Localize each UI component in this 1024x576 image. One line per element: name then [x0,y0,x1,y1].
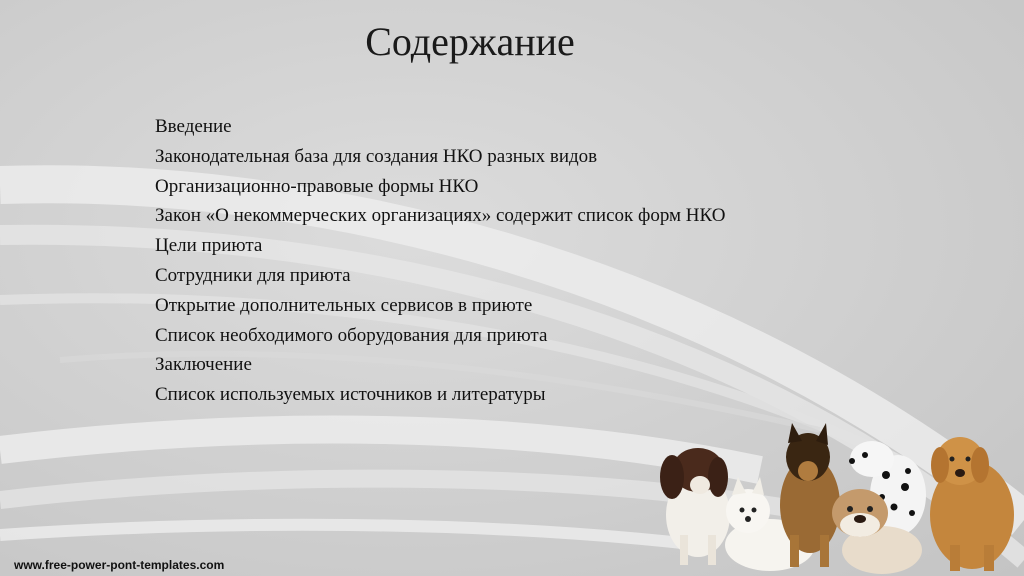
spaniel-dog-illustration [660,448,730,565]
toc-item-sources: Список используемых источников и литературы [155,384,546,406]
dogs-group-image [650,415,1024,576]
table-of-contents [155,112,725,410]
toc-item-legal-forms: Организационно-правовые формы НКО [155,175,479,197]
slide-title: Содержание [365,19,575,64]
toc-item-legal-basis: Законодательная база для создания НКО разных видов [155,145,598,167]
toc-item-shelter-goals: Цели приюта [155,235,263,257]
toc-item-law-list: Закон «О некоммерческих организациях» содержит список форм НКО [155,205,726,227]
toc-item-services: Открытие дополнительных сервисов в приюте [155,294,533,316]
toc-item-equipment: Список необходимого оборудования для приюта [155,324,548,346]
footer-url: www.free-power-pont-templates.com [14,558,225,572]
toc-item-introduction: Введение [155,116,232,137]
retriever-dog-illustration [930,437,1014,571]
toc-item-staff: Сотрудники для приюта [155,264,351,286]
toc-item-conclusion: Заключение [155,354,252,376]
